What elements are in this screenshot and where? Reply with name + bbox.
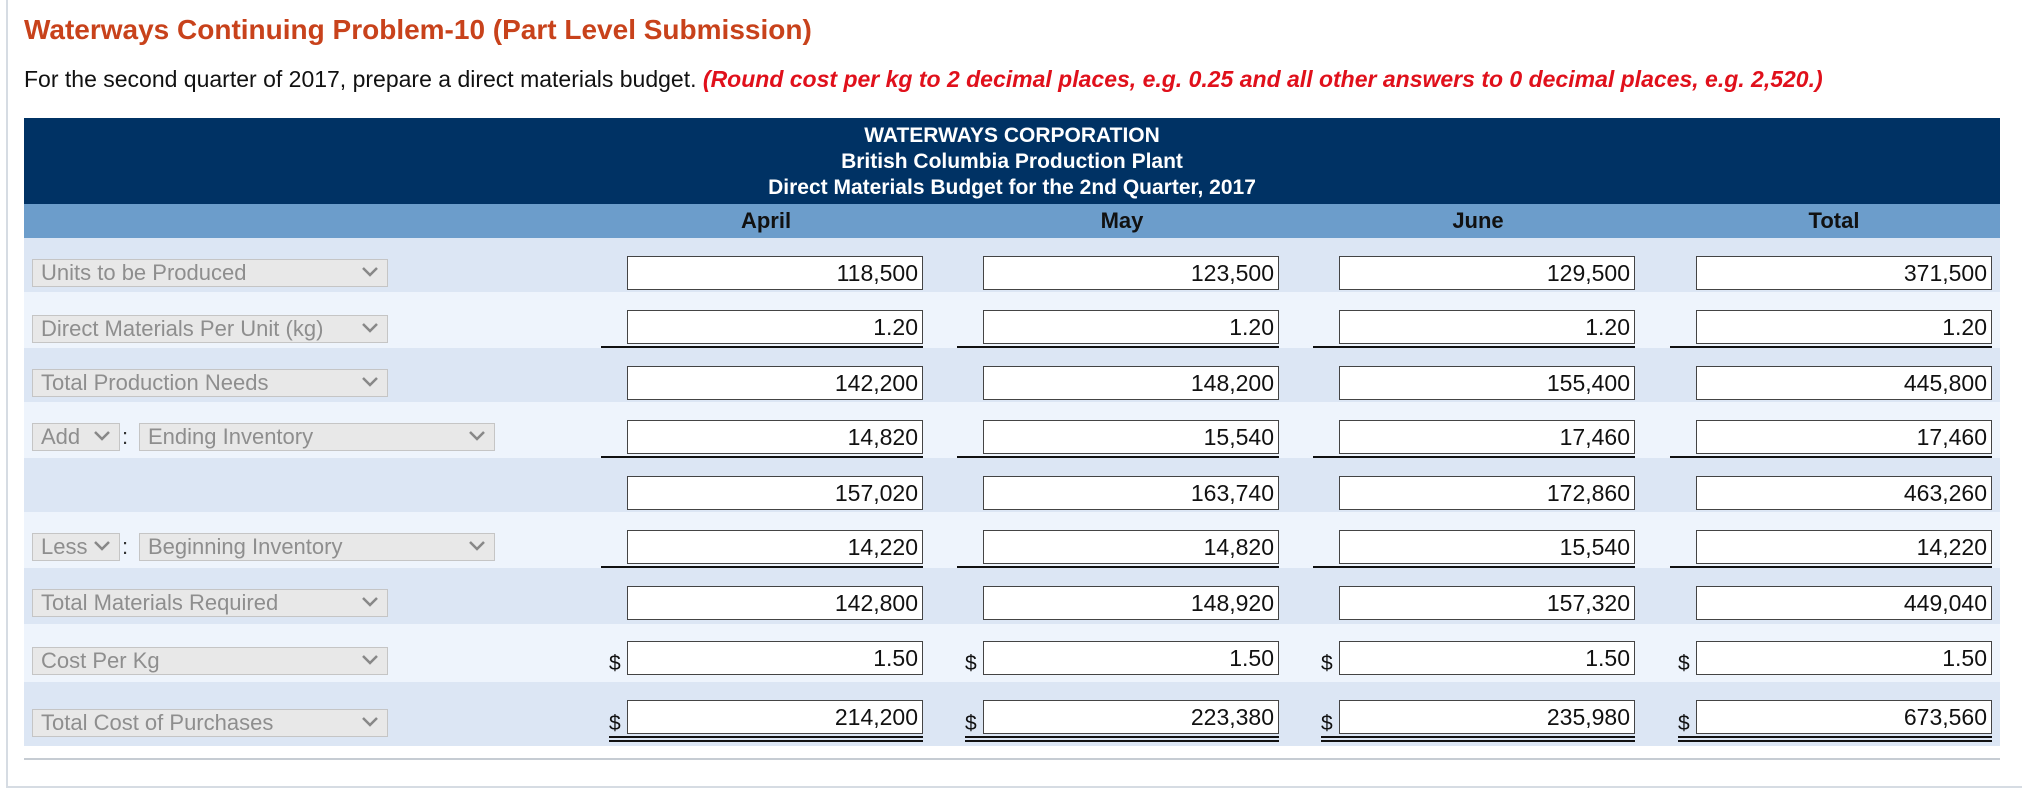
input-ending-inventory-april[interactable]: 14,820 bbox=[627, 420, 923, 454]
chevron-down-icon bbox=[361, 596, 379, 608]
column-header-may: May bbox=[1100, 208, 1144, 233]
input-per-unit-may[interactable]: 1.20 bbox=[983, 310, 1279, 344]
plant-name: British Columbia Production Plant bbox=[841, 150, 1183, 173]
input-materials-required-june[interactable]: 157,320 bbox=[1339, 586, 1635, 620]
input-total-cost-june[interactable]: 235,980 bbox=[1339, 700, 1635, 734]
column-header-april: April bbox=[740, 208, 792, 233]
input-subtotal-april[interactable]: 157,020 bbox=[627, 476, 923, 510]
double-underline bbox=[609, 736, 923, 738]
input-cost-per-kg-april[interactable]: 1.50 bbox=[627, 641, 923, 675]
input-production-needs-june[interactable]: 155,400 bbox=[1339, 366, 1635, 400]
colon-separator: : bbox=[122, 534, 129, 559]
input-ending-inventory-june[interactable]: 17,460 bbox=[1339, 420, 1635, 454]
double-underline bbox=[965, 740, 1279, 742]
row-label-select-production-needs[interactable]: Total Production Needs bbox=[32, 369, 388, 397]
row-label-select-per-unit[interactable]: Direct Materials Per Unit (kg) bbox=[32, 315, 388, 343]
input-beginning-inventory-total[interactable]: 14,220 bbox=[1696, 530, 1992, 564]
input-per-unit-june[interactable]: 1.20 bbox=[1339, 310, 1635, 344]
underline bbox=[601, 456, 923, 458]
input-subtotal-may[interactable]: 163,740 bbox=[983, 476, 1279, 510]
row-label-select-total-cost[interactable]: Total Cost of Purchases bbox=[32, 709, 388, 737]
dollar-sign: $ bbox=[609, 652, 621, 675]
input-ending-inventory-may[interactable]: 15,540 bbox=[983, 420, 1279, 454]
input-total-cost-april[interactable]: 214,200 bbox=[627, 700, 923, 734]
bottom-divider bbox=[24, 758, 2000, 760]
chevron-down-icon bbox=[93, 540, 111, 552]
double-underline bbox=[609, 740, 923, 742]
dollar-sign: $ bbox=[965, 652, 977, 675]
column-header-total: Total bbox=[1808, 208, 1860, 233]
input-units-total[interactable]: 371,500 bbox=[1696, 256, 1992, 290]
underline bbox=[957, 456, 1279, 458]
chevron-down-icon bbox=[361, 322, 379, 334]
underline bbox=[1313, 566, 1635, 568]
input-production-needs-total[interactable]: 445,800 bbox=[1696, 366, 1992, 400]
column-headers bbox=[24, 204, 2000, 238]
column-header-june: June bbox=[1452, 208, 1504, 233]
input-total-cost-total[interactable]: 673,560 bbox=[1696, 700, 1992, 734]
underline bbox=[1670, 566, 1992, 568]
input-units-june[interactable]: 129,500 bbox=[1339, 256, 1635, 290]
chevron-down-icon bbox=[361, 376, 379, 388]
input-per-unit-april[interactable]: 1.20 bbox=[627, 310, 923, 344]
input-cost-per-kg-june[interactable]: 1.50 bbox=[1339, 641, 1635, 675]
input-beginning-inventory-june[interactable]: 15,540 bbox=[1339, 530, 1635, 564]
underline bbox=[1313, 456, 1635, 458]
input-ending-inventory-total[interactable]: 17,460 bbox=[1696, 420, 1992, 454]
prefix-select-add[interactable]: Add bbox=[32, 423, 120, 451]
dollar-sign: $ bbox=[609, 712, 621, 735]
prefix-select-less[interactable]: Less bbox=[32, 533, 120, 561]
colon-separator: : bbox=[122, 424, 129, 449]
underline bbox=[957, 346, 1279, 348]
statement-title: Direct Materials Budget for the 2nd Quarter, 2017 bbox=[768, 176, 1256, 199]
dollar-sign: $ bbox=[1321, 712, 1333, 735]
input-production-needs-may[interactable]: 148,200 bbox=[983, 366, 1279, 400]
underline bbox=[601, 346, 923, 348]
input-materials-required-total[interactable]: 449,040 bbox=[1696, 586, 1992, 620]
dollar-sign: $ bbox=[1678, 652, 1690, 675]
page-title: Waterways Continuing Problem-10 (Part Level Submission) bbox=[24, 14, 812, 45]
underline bbox=[601, 566, 923, 568]
input-beginning-inventory-april[interactable]: 14,220 bbox=[627, 530, 923, 564]
underline bbox=[1670, 456, 1992, 458]
row-label-select-materials-required[interactable]: Total Materials Required bbox=[32, 589, 388, 617]
input-cost-per-kg-may[interactable]: 1.50 bbox=[983, 641, 1279, 675]
input-subtotal-june[interactable]: 172,860 bbox=[1339, 476, 1635, 510]
chevron-down-icon bbox=[361, 654, 379, 666]
dollar-sign: $ bbox=[1678, 712, 1690, 735]
rounding-hint: (Round cost per kg to 2 decimal places, e.g. 0.25 and all other answers to 0 decimal places, e.g. 2,520.) bbox=[702, 66, 1823, 92]
underline bbox=[957, 566, 1279, 568]
chevron-down-icon bbox=[468, 540, 486, 552]
dollar-sign: $ bbox=[965, 712, 977, 735]
double-underline bbox=[1678, 740, 1992, 742]
input-per-unit-total[interactable]: 1.20 bbox=[1696, 310, 1992, 344]
double-underline bbox=[965, 736, 1279, 738]
input-cost-per-kg-total[interactable]: 1.50 bbox=[1696, 641, 1992, 675]
input-beginning-inventory-may[interactable]: 14,820 bbox=[983, 530, 1279, 564]
input-production-needs-april[interactable]: 142,200 bbox=[627, 366, 923, 400]
chevron-down-icon bbox=[468, 430, 486, 442]
instruction-text: For the second quarter of 2017, prepare a direct materials budget. bbox=[24, 66, 697, 92]
row-label-select-cost-per-kg[interactable]: Cost Per Kg bbox=[32, 647, 388, 675]
input-units-april[interactable]: 118,500 bbox=[627, 256, 923, 290]
input-total-cost-may[interactable]: 223,380 bbox=[983, 700, 1279, 734]
input-materials-required-april[interactable]: 142,800 bbox=[627, 586, 923, 620]
row-label-select-units[interactable]: Units to be Produced bbox=[32, 259, 388, 287]
chevron-down-icon bbox=[361, 716, 379, 728]
underline bbox=[1313, 346, 1635, 348]
double-underline bbox=[1321, 736, 1635, 738]
input-subtotal-total[interactable]: 463,260 bbox=[1696, 476, 1992, 510]
chevron-down-icon bbox=[93, 430, 111, 442]
double-underline bbox=[1321, 740, 1635, 742]
budget-header bbox=[24, 118, 2000, 204]
row-label-select-ending-inventory[interactable]: Ending Inventory bbox=[139, 423, 495, 451]
double-underline bbox=[1678, 736, 1992, 738]
underline bbox=[1670, 346, 1992, 348]
input-units-may[interactable]: 123,500 bbox=[983, 256, 1279, 290]
chevron-down-icon bbox=[361, 266, 379, 278]
company-name: WATERWAYS CORPORATION bbox=[864, 124, 1160, 147]
row-label-select-beginning-inventory[interactable]: Beginning Inventory bbox=[139, 533, 495, 561]
dollar-sign: $ bbox=[1321, 652, 1333, 675]
instructions bbox=[24, 66, 1823, 93]
input-materials-required-may[interactable]: 148,920 bbox=[983, 586, 1279, 620]
